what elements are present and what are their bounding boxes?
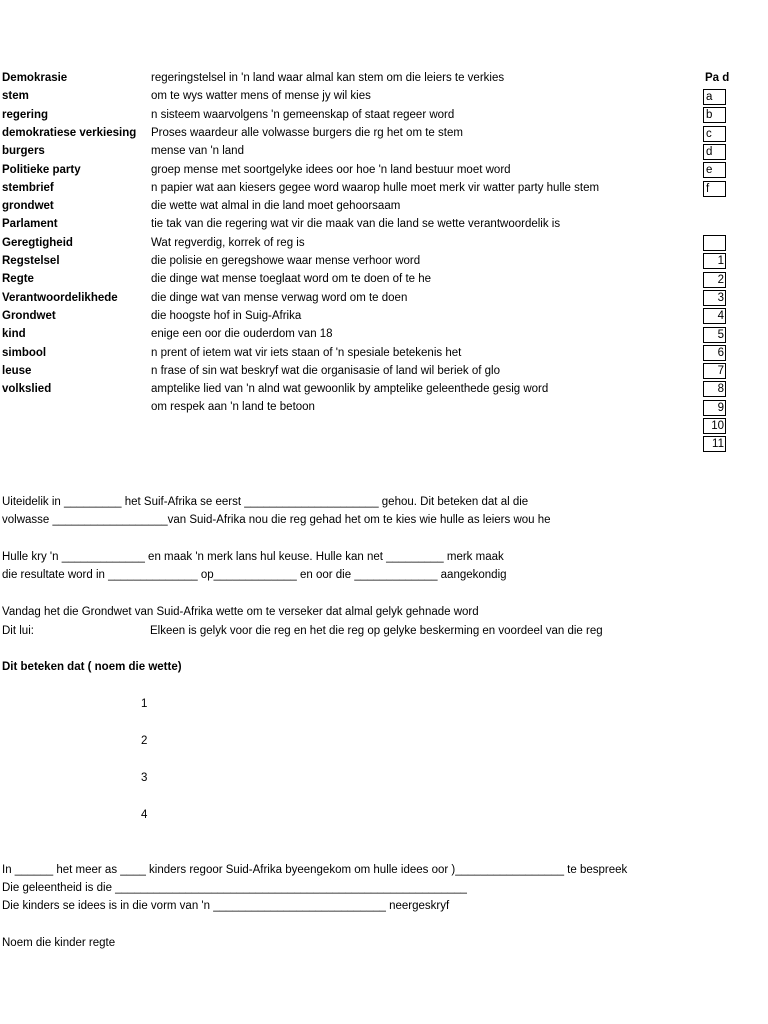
glossary-definition: n prent of ietem wat vir iets staan of 'n spesiale betekenis het <box>151 347 462 359</box>
glossary-term: leuse <box>2 365 32 377</box>
number-cell[interactable]: 5 <box>703 327 726 343</box>
glossary-term: Parlament <box>2 218 58 230</box>
list-number: 4 <box>141 809 148 821</box>
letter-cell[interactable]: a <box>703 89 726 105</box>
glossary-definition: die dinge wat van mense verwag word om te doen <box>151 292 408 304</box>
glossary-term: Demokrasie <box>2 72 68 84</box>
letter-cell[interactable]: d <box>703 144 726 160</box>
glossary-term: grondwet <box>2 200 54 212</box>
glossary-definition: Wat regverdig, korrek of reg is <box>151 237 305 249</box>
glossary-term: stem <box>2 90 29 102</box>
paragraph-2-line-2: die resultate word in ______________ op_____________ en oor die _____________ aangekondig <box>2 569 507 581</box>
glossary-term: volkslied <box>2 383 52 395</box>
paragraph-4-line-2: Die geleentheid is die _______________________________________________________ <box>2 882 467 894</box>
glossary-definition: die hoogste hof in Suig-Afrika <box>151 310 302 322</box>
number-cell[interactable]: 1 <box>703 253 726 269</box>
paragraph-4-line-3: Die kinders se idees is in die vorm van 'n ___________________________ neergeskryf <box>2 900 450 912</box>
paragraph-3-quote: Elkeen is gelyk voor die reg en het die reg op gelyke beskerming en voordeel van die reg <box>150 625 603 637</box>
glossary-term: stembrief <box>2 182 54 194</box>
number-cell[interactable]: 7 <box>703 363 726 379</box>
glossary-definition: om respek aan 'n land te betoon <box>151 401 315 413</box>
number-cell[interactable]: 4 <box>703 308 726 324</box>
number-cell[interactable]: 9 <box>703 400 726 416</box>
number-cell[interactable]: 11 <box>703 436 726 452</box>
number-cell[interactable]: 3 <box>703 290 726 306</box>
number-cell[interactable]: 8 <box>703 381 726 397</box>
letter-cell[interactable]: f <box>703 181 726 197</box>
glossary-term: simbool <box>2 347 47 359</box>
number-cell[interactable]: 6 <box>703 345 726 361</box>
glossary-definition: n frase of sin wat beskryf wat die organisasie of land wil beriek of glo <box>151 365 501 377</box>
glossary-term: Geregtigheid <box>2 237 73 249</box>
number-cell[interactable]: 10 <box>703 418 726 434</box>
letter-cell[interactable]: e <box>703 162 726 178</box>
paragraph-1-line-2: volwasse __________________van Suid-Afrika nou die reg gehad het om te kies wie hulle as leiers wou he <box>2 514 551 526</box>
glossary-term: Regte <box>2 273 34 285</box>
glossary-definition: die wette wat almal in die land moet gehoorsaam <box>151 200 401 212</box>
glossary-definition: n papier wat aan kiesers gegee word waarop hulle moet merk vir watter party hulle stem <box>151 182 600 194</box>
paragraph-4-line-1: In ______ het meer as ____ kinders regoor Suid-Afrika byeengekom om hulle idees oor )_________________ te bespreek <box>2 864 628 876</box>
glossary-definition: tie tak van die regering wat vir die maak van die land se wette verantwoordelik is <box>151 218 561 230</box>
glossary-definition: mense van 'n land <box>151 145 244 157</box>
glossary-definition: die polisie en geregshowe waar mense verhoor word <box>151 255 421 267</box>
paragraph-2-line-1: Hulle kry 'n _____________ en maak 'n merk lans hul keuse. Hulle kan net _________ merk maak <box>2 551 504 563</box>
paragraph-5: Noem die kinder regte <box>2 937 116 949</box>
glossary-term: regering <box>2 109 49 121</box>
glossary-definition: enige een oor die ouderdom van 18 <box>151 328 333 340</box>
glossary-term: Politieke party <box>2 164 81 176</box>
list-number: 1 <box>141 698 148 710</box>
list-number: 2 <box>141 735 148 747</box>
glossary-term: kind <box>2 328 26 340</box>
list-number: 3 <box>141 772 148 784</box>
glossary-definition: die dinge wat mense toeglaat word om te doen of te he <box>151 273 432 285</box>
paragraph-3-label: Dit lui: <box>2 625 34 637</box>
letter-cell[interactable]: c <box>703 126 726 142</box>
paragraph-1-line-1: Uiteidelik in _________ het Suif-Afrika se eerst _____________________ gehou. Dit beteken dat al die <box>2 496 529 508</box>
glossary-term: burgers <box>2 145 45 157</box>
section-heading: Dit beteken dat ( noem die wette) <box>2 661 182 673</box>
letter-cell[interactable]: b <box>703 107 726 123</box>
glossary-definition: regeringstelsel in 'n land waar almal kan stem om die leiers te verkies <box>151 72 505 84</box>
glossary-definition: amptelike lied van 'n alnd wat gewoonlik by amptelike geleenthede gesig word <box>151 383 549 395</box>
side-column-header: Pa d <box>705 72 730 84</box>
glossary-definition: n sisteem waarvolgens 'n gemeenskap of staat regeer word <box>151 109 455 121</box>
paragraph-3-line-1: Vandag het die Grondwet van Suid-Afrika wette om te verseker dat almal gelyk gehnade word <box>2 606 479 618</box>
number-cell[interactable] <box>703 235 726 251</box>
glossary-term: demokratiese verkiesing <box>2 127 137 139</box>
glossary-term: Regstelsel <box>2 255 60 267</box>
glossary-term: Verantwoordelikhede <box>2 292 118 304</box>
number-cell[interactable]: 2 <box>703 272 726 288</box>
glossary-definition: groep mense met soortgelyke idees oor hoe 'n land bestuur moet word <box>151 164 511 176</box>
glossary-term: Grondwet <box>2 310 56 322</box>
glossary-definition: Proses waardeur alle volwasse burgers die rg het om te stem <box>151 127 463 139</box>
glossary-definition: om te wys watter mens of mense jy wil kies <box>151 90 371 102</box>
